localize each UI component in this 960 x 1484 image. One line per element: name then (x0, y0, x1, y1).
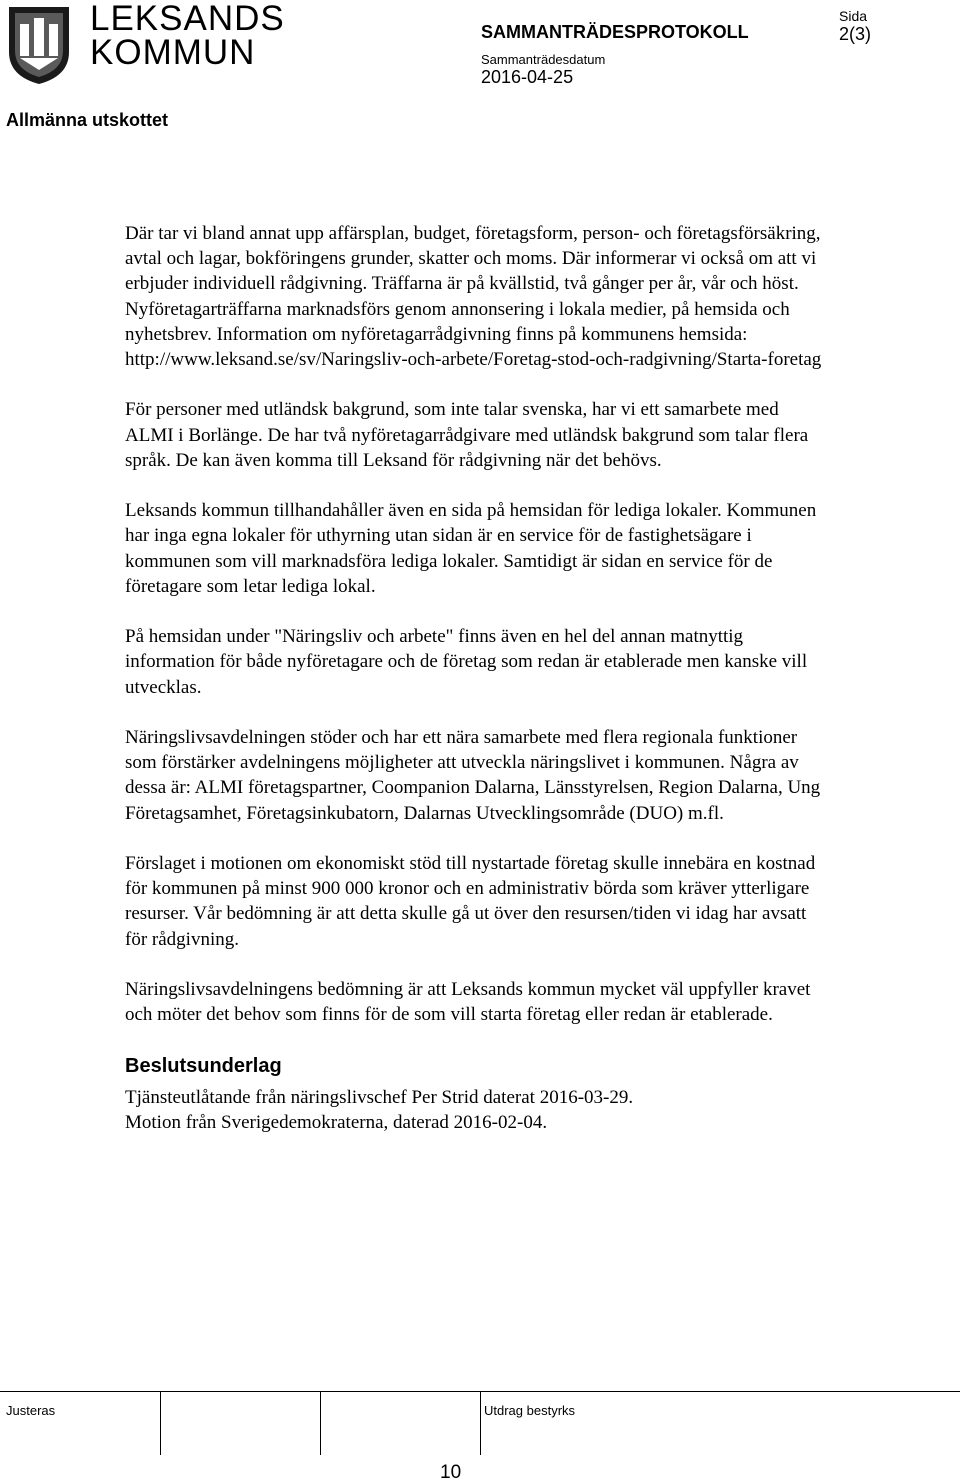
paragraph-7: Förslaget i motionen om ekonomiskt stöd till nystartade företag skulle innebära en kostnad för kommunen på minst 900 000 kronor och en administrativ börda som kräver ytterligare resurser. Vår bedömning är att detta skulle gå ut över den resursen/tiden vi idag har avsatt för rådgivning. (125, 853, 816, 950)
decision-item-2: Motion från Sverigedemokraterna, daterad 2016-02-04. (125, 1111, 548, 1133)
paragraph-2-url: http://www.leksand.se/sv/Naringsliv-och-arbete/Foretag-stod-och-radgivning/Starta-foretag (125, 349, 822, 371)
document-body (125, 221, 825, 1135)
paragraph-4: Leksands kommun tillhandahåller även en sida på hemsidan för lediga lokaler. Kommunen har inga egna lokaler för uthyrning utan sidan är en service för de fastighetsägare i kommunen som vill marknadsföra lediga lokaler. Samtidigt är sidan en service för de företagare som letar lediga lokal. (125, 500, 817, 597)
section-heading-decision-basis: Beslutsunderlag (125, 1054, 282, 1077)
decision-item-1: Tjänsteutlåtande från näringslivschef Per Strid daterat 2016-03-29. (125, 1086, 634, 1108)
meeting-date-label: Sammanträdesdatum (481, 52, 606, 67)
paragraph-6: Näringslivsavdelningen stöder och har ett nära samarbete med flera regionala funktioner som förstärker avdelningens möjligheter att utveckla näringslivet i kommunen. Några av dessa är: ALMI företagspartner, Coompanion Dalarna, Länsstyrelsen, Region Dalarna, Ung Företagsamhet, Företagsinkubatorn, Dalarnas Utvecklingsområde (DUO) m.fl. (125, 727, 821, 824)
paragraph-1: Där tar vi bland annat upp affärsplan, budget, företagsform, person- och företagsförsäkring, avtal och lagar, bokföringens grunder, skatter och moms. Där informerar vi också om att vi erbjuder individuell rådgivning. Träffarna är på kvällstid, två gånger per år, vår och höst. Nyföretagarträffarna marknadsförs genom annonsering i lokala medier, på hemsida och nyhetsbrev. Information om nyföretagarrådgivning finns på kommunens hemsida: (125, 223, 821, 345)
footer-justeras-label: Justeras (6, 1403, 56, 1418)
municipality-coat-of-arms-logo (6, 4, 72, 86)
footer-column-divider-2 (320, 1391, 321, 1455)
page-number: 10 (440, 1462, 462, 1483)
committee-name: Allmänna utskottet (6, 110, 169, 130)
logo-line-1: LEKSANDS (90, 0, 285, 38)
footer-column-divider-1 (160, 1391, 161, 1455)
footer-utdrag-label: Utdrag bestyrks (484, 1403, 576, 1418)
footer-column-divider-3 (480, 1391, 481, 1455)
logo-line-2: KOMMUN (90, 33, 256, 72)
paragraph-3: För personer med utländsk bakgrund, som inte talar svenska, har vi ett samarbete med ALMI i Borlänge. De har två nyföretagarrådgivare med utländsk bakgrund som talar flera språk. De kan även komma till Leksand för rådgivning när det behövs. (125, 399, 809, 471)
document-title: SAMMANTRÄDESPROTOKOLL (481, 22, 749, 42)
logo-wordmark (90, 2, 285, 70)
paragraph-8: Näringslivsavdelningens bedömning är att Leksands kommun mycket väl uppfyller kravet och möter det behov som finns för de som vill starta företag eller redan är etablerade. (125, 979, 811, 1026)
paragraph-5: På hemsidan under "Näringsliv och arbete" finns även en hel del annan matnyttig information för både nyföretagare och de företag som redan är etablerade men kanske vill utvecklas. (125, 626, 808, 698)
page-label: Sida (839, 8, 868, 24)
meeting-date-value: 2016-04-25 (481, 67, 574, 87)
page-indicator: 2(3) (839, 24, 872, 44)
